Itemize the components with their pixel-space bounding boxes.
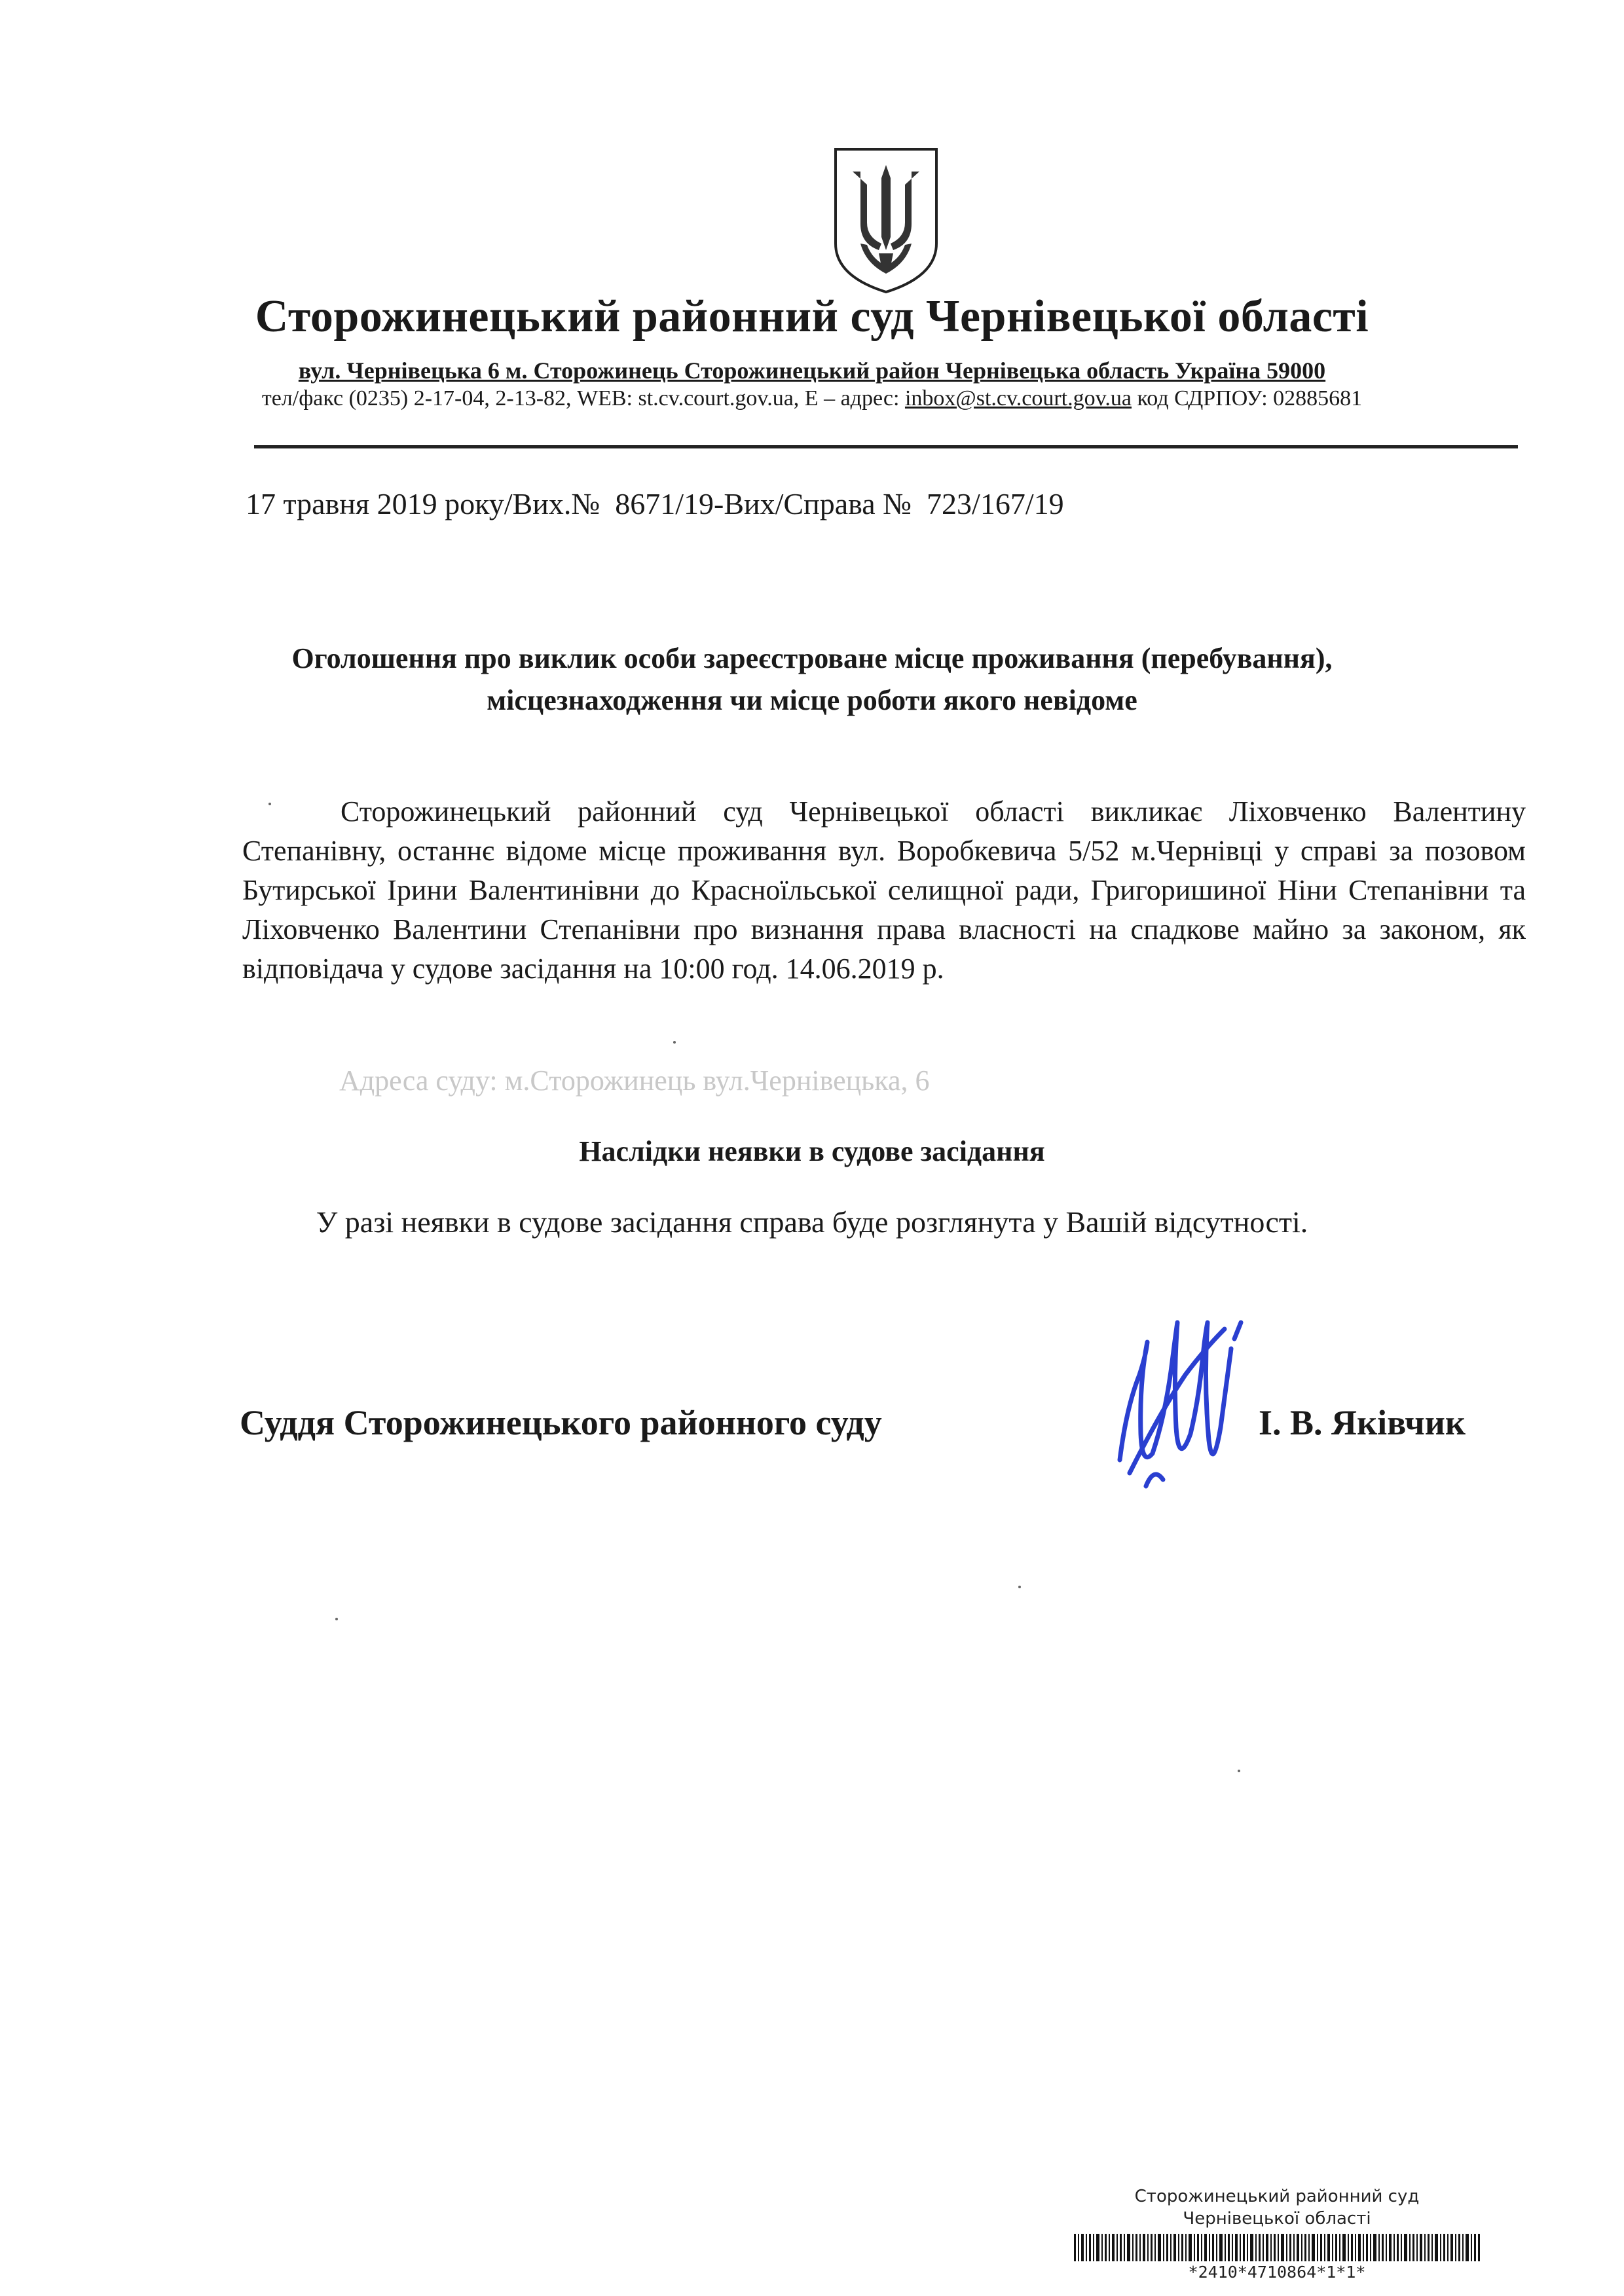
barcode-icon (1074, 2234, 1480, 2261)
scan-speck (673, 1041, 676, 1044)
court-address-faint: Адреса суду: м.Сторожинець вул.Чернівецька, 6 (339, 1065, 930, 1097)
court-name: Сторожинецький районний суд Чернівецької області (255, 291, 1369, 342)
court-address: вул. Чернівецька 6 м. Сторожинець Сторожинецький район Чернівецька область Україна 59000 (298, 357, 1326, 384)
header-divider (254, 445, 1518, 448)
contacts-phone-web: тел/факс (0235) 2-17-04, 2-13-82, WEB: st.cv.court.gov.ua, E – адрес: (261, 386, 905, 410)
judge-title: Суддя Сторожинецького районного суду (240, 1403, 882, 1442)
announcement-title-line1: Оголошення про виклик особи зареєстроване місце проживання (перебування), (291, 642, 1333, 674)
consequences-title: Наслідки неявки в судове засідання (579, 1135, 1045, 1167)
barcode-number: *2410*4710864*1*1* (1188, 2263, 1366, 2282)
scan-speck (335, 1618, 338, 1620)
coat-of-arms-icon (826, 145, 946, 296)
stamp-region: Чернівецької області (1183, 2209, 1371, 2229)
registration-stamp (1067, 2187, 1486, 2291)
scan-speck (1018, 1586, 1021, 1588)
consequences-text: У разі неявки в судове засідання справа буде розглянута у Вашій відсутності. (316, 1205, 1308, 1239)
judge-name: І. В. Яківчик (1259, 1403, 1466, 1442)
stamp-court-name: Сторожинецький районний суд (1134, 2187, 1420, 2206)
reference-line: 17 травня 2019 року/Вих.№ 8671/19-Вих/Справа № 723/167/19 (246, 487, 1064, 520)
announcement-title-line2: місцезнаходження чи місце роботи якого невідоме (487, 684, 1137, 716)
contacts-code: код СДРПОУ: 02885681 (1132, 386, 1363, 410)
scan-speck (268, 803, 271, 805)
announcement-body: Сторожинецький районний суд Чернівецької області викликає Ліховченко Валентину Степанівну, останнє відоме місце проживання вул. Воробкевича 5/52 м.Чернівці у справі за позовом Бутирської Ірини Валентинівни до Красноїльської селищної ради, Григоришиної Ніни Степанівни та Ліховченко Валентини Степанівни про визнання права власності на спадкове майно за законом, як відповідача у судове засідання на 10:00 год. 14.06.2019 р. (242, 795, 1526, 985)
court-contacts (0, 386, 1624, 411)
scan-speck (1238, 1770, 1240, 1772)
email-link[interactable]: inbox@st.cv.court.gov.ua (904, 386, 1132, 410)
handwritten-signature (1100, 1303, 1251, 1499)
